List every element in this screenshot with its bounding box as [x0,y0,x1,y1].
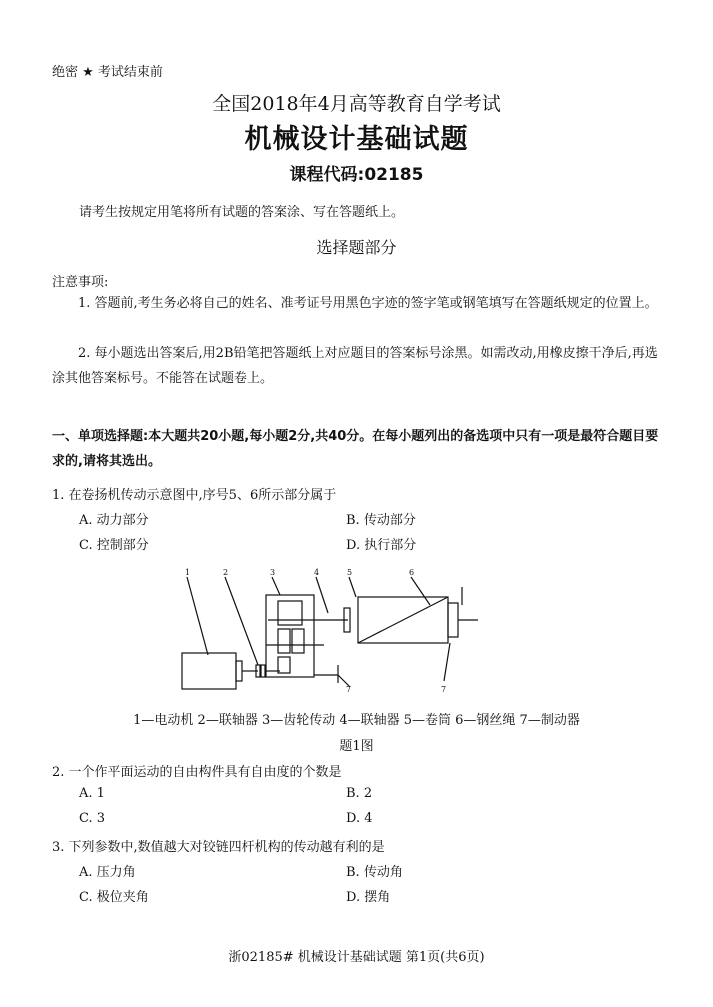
fig-label-5: 5 [347,568,353,577]
q2-option-b: B. 2 [346,786,373,801]
notice-heading: 注意事项: [52,275,109,290]
section-heading [52,424,662,474]
answer-instruction: 请考生按规定用笔将所有试题的答案涂、写在答题纸上。 [79,205,405,220]
fig-label-6: 6 [409,568,415,577]
leader-7a [338,675,350,687]
leader-7b [444,643,450,681]
section-text: 一、单项选择题:本大题共20小题,每小题2分,共40分。在每小题列出的备选项中只有一项是最符合题目要求的,请将其选出。 [52,429,659,469]
coupling-2 [261,665,265,677]
q3-option-d: D. 摆角 [346,890,391,905]
question-3-stem: 3. 下列参数中,数值越大对铰链四杆机构的传动越有利的是 [52,840,385,855]
gear-upper [278,601,302,625]
question-1-stem: 1. 在卷扬机传动示意图中,序号5、6所示部分属于 [52,488,337,503]
confidential-mark: 绝密 ★ 考试结束前 [52,65,163,80]
q2-option-a: A. 1 [79,786,105,801]
fig-label-7b: 7 [441,685,447,694]
leader-5 [349,577,356,597]
drum-end [448,603,458,637]
fig-label-2: 2 [223,568,229,577]
fig-label-4: 4 [314,568,320,577]
q1-option-d: D. 执行部分 [346,538,417,553]
motor-end [236,661,242,681]
leader-4 [316,577,328,613]
exam-title: 全国2018年4月高等教育自学考试 [212,93,501,115]
figure-legend: 1—电动机 2—联轴器 3—齿轮传动 4—联轴器 5—卷筒 6—钢丝绳 7—制动器 [133,713,580,728]
notice-item-2: 2. 每小题选出答案后,用2B铅笔把答题纸上对应题目的答案标号涂黑。如需改动,用橡皮擦干净后,再选涂其他答案标号。不能答在试题卷上。 [52,346,658,386]
notice-item-1: 1. 答题前,考生务必将自己的姓名、准考证号用黑色字迹的签字笔或钢笔填写在答题纸规定的位置上。 [78,296,658,311]
wire-rope [358,597,448,643]
leader-1 [187,577,208,655]
q2-option-d: D. 4 [346,811,373,826]
gear-mid-left [278,629,290,653]
fig-label-1: 1 [185,568,191,577]
hoist-transmission-diagram [168,565,498,700]
course-code: 课程代码:02185 [289,165,424,185]
motor-body [182,653,236,689]
question-2-stem: 2. 一个作平面运动的自由构件具有自由度的个数是 [52,765,342,780]
gear-mid-right [292,629,304,653]
leader-2 [225,577,258,665]
fig-label-3: 3 [270,568,276,577]
q1-option-a: A. 动力部分 [79,513,149,528]
q2-option-c: C. 3 [79,811,106,826]
leader-3 [272,577,280,595]
q1-option-c: C. 控制部分 [79,538,149,553]
subject-title: 机械设计基础试题 [244,124,469,155]
q3-option-c: C. 极位夹角 [79,890,149,905]
q1-option-b: B. 传动部分 [346,513,416,528]
fig-label-7a: 7 [346,685,352,694]
page-footer: 浙02185# 机械设计基础试题 第1页(共6页) [228,950,485,965]
q3-option-a: A. 压力角 [79,865,136,880]
figure-caption: 题1图 [339,739,374,754]
q3-option-b: B. 传动角 [346,865,403,880]
leader-6 [411,577,430,605]
part-title: 选择题部分 [316,238,397,257]
